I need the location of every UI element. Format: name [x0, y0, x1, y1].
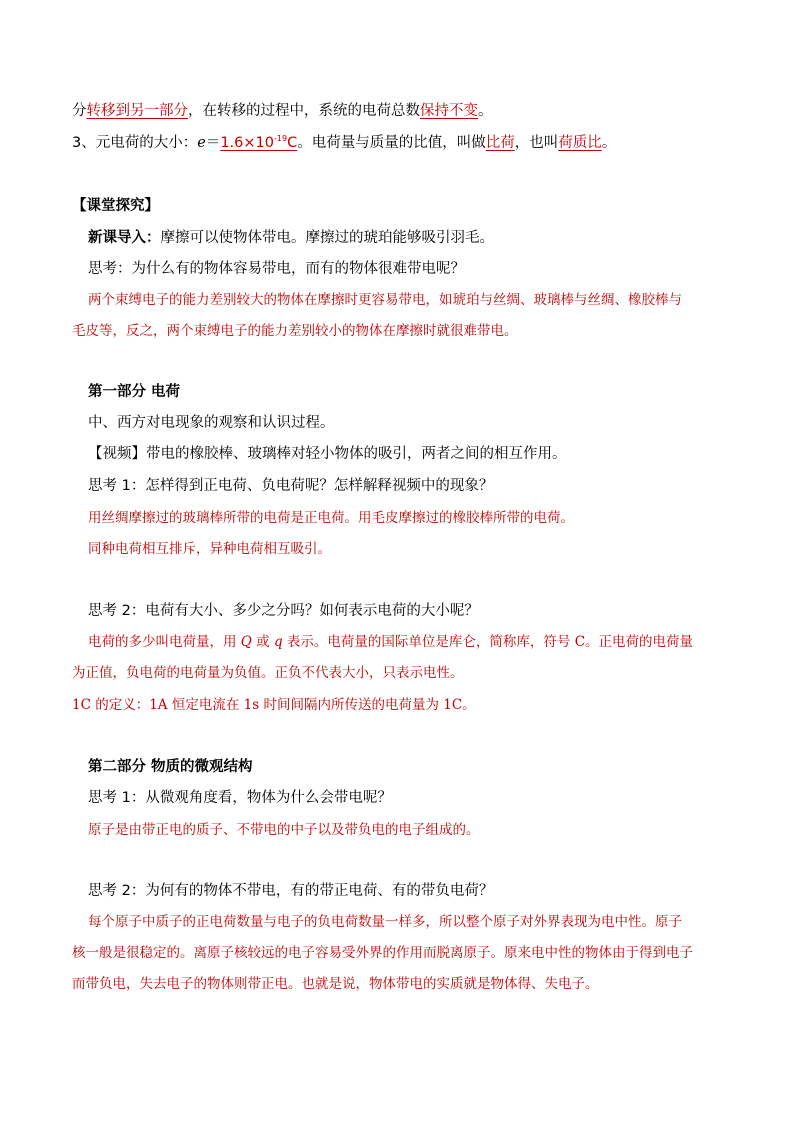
symbol-e: e: [197, 135, 206, 151]
intro-line-transfer: [72, 101, 493, 121]
intro-label: 新课导入：: [88, 230, 161, 246]
answer-line: 两个束缚电子的能力差别较大的物体在摩擦时更容易带电，如琥珀与丝绸、玻璃棒与丝绸、橡胶棒与: [88, 292, 682, 308]
video-note: 【视频】带电的橡胶棒、玻璃棒对轻小物体的吸引，两者之间的相互作用。: [88, 446, 567, 462]
answer-blank: 转移到另一部分: [86, 103, 188, 119]
answer-line: 同种电荷相互排斥，异种电荷相互吸引。: [88, 541, 331, 557]
answer-blank-elementary-charge: [220, 135, 297, 151]
answer-line: 每个原子中质子的正电荷数量与电子的负电荷数量一样多，所以整个原子对外界表现为电中性。原子: [88, 914, 682, 930]
intro-line-elementary-charge: [72, 133, 616, 153]
symbol-q: q: [273, 634, 283, 650]
value-base: 1.6×10: [220, 135, 274, 151]
answer-line: 用丝绸摩擦过的玻璃棒所带的电荷是正电荷。用毛皮摩擦过的橡胶棒所带的电荷。: [88, 510, 574, 526]
paragraph: 中、西方对电现象的观察和认识过程。: [88, 415, 335, 431]
answer-blank: 比荷: [485, 135, 515, 151]
section-title-part2: 第二部分 物质的微观结构: [88, 759, 253, 775]
value-unit: C: [287, 135, 298, 151]
text-fragment: 表示。电荷量的国际单位是库仑，简称库，符号 C。正电荷的电荷量: [282, 634, 694, 650]
answer-line: [88, 632, 693, 652]
question: 思考 1：怎样得到正电荷、负电荷呢？怎样解释视频中的现象？: [88, 478, 494, 494]
question: 思考 1：从微观角度看，物体为什么会带电呢？: [88, 790, 392, 806]
equals-sign: ＝: [205, 135, 221, 151]
answer-line: 毛皮等，反之，两个束缚电子的能力差别较小的物体在摩擦时就很难带电。: [72, 323, 518, 339]
answer-line: 核一般是很稳定的。离原子核较远的电子容易受外界的作用而脱离原子。原来电中性的物体由于得到电子: [72, 945, 693, 961]
answer-line: 1C 的定义：1A 恒定电流在 1s 时间间隔内所传送的电荷量为 1C。: [72, 697, 476, 713]
text-fragment: ，也叫: [514, 135, 559, 151]
intro-text: 摩擦可以使物体带电。摩擦过的琥珀能够吸引羽毛。: [160, 230, 494, 246]
text-fragment: ，在转移的过程中，系统的电荷总数: [188, 103, 420, 119]
text-fragment: 。电荷量与质量的比值，叫做: [297, 135, 486, 151]
question: 思考 2：为何有的物体不带电，有的带正电荷、有的带负电荷？: [88, 883, 494, 899]
question: 思考：为什么有的物体容易带电，而有的物体很难带电呢？: [88, 261, 465, 277]
answer-blank: 荷质比: [558, 135, 602, 151]
value-exponent: -19: [274, 134, 288, 143]
text-fragment: 。: [478, 103, 493, 119]
text-fragment: 或: [251, 634, 274, 650]
text-fragment: 分: [72, 103, 87, 119]
symbol-Q: Q: [240, 634, 252, 650]
text-fragment: 电荷的多少叫电荷量，用: [88, 634, 241, 650]
text-fragment: 3、元电荷的大小：: [72, 135, 198, 151]
answer-line: 而带负电，失去电子的物体则带正电。也就是说，物体带电的实质就是物体得、失电子。: [72, 976, 599, 992]
answer-line: 为正值，负电荷的电荷量为负值。正负不代表大小，只表示电性。: [72, 665, 464, 681]
question: 思考 2：电荷有大小、多少之分吗？如何表示电荷的大小呢？: [88, 603, 479, 619]
intro-paragraph: [88, 228, 494, 248]
text-fragment: 。: [601, 135, 617, 151]
answer-blank: 保持不变: [420, 103, 478, 119]
section-heading-classroom: 【课堂探究】: [72, 198, 159, 214]
section-title-part1: 第一部分 电荷: [88, 384, 181, 400]
answer-line: 原子是由带正电的质子、不带电的中子以及带负电的电子组成的。: [88, 822, 480, 838]
